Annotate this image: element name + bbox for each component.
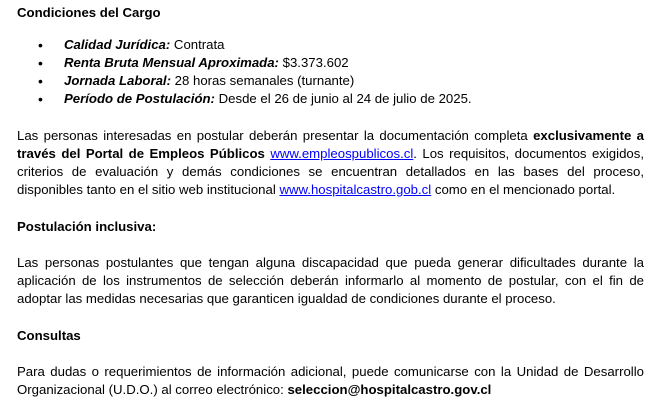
contact-paragraph — [17, 363, 644, 399]
conditions-list — [38, 36, 472, 108]
condition-value: Desde el 26 de junio al 24 de julio de 2025. — [214, 91, 472, 106]
inclusive-paragraph: Las personas postulantes que tengan alguna discapacidad que pueda generar dificultades durante la aplicación de los instrumentos de selección deberán informarlo al momento de postular, con el fin de adoptar las medidas necesarias que garanticen igualdad de condiciones durante el proceso. — [17, 255, 644, 306]
portal-emphasis: exclusivamente a través del Portal de Empleos Públicos — [17, 128, 644, 161]
hospitalcastro-link[interactable]: www.hospitalcastro.gob.cl — [279, 182, 432, 197]
condition-item — [38, 36, 472, 54]
condition-item — [38, 54, 472, 72]
inclusive-heading: Postulación inclusiva: — [17, 219, 157, 234]
empleospublicos-link[interactable]: www.empleospublicos.cl — [270, 146, 414, 161]
condition-item — [38, 72, 472, 90]
contact-heading: Consultas — [17, 328, 81, 343]
contact-email[interactable]: seleccion@hospitalcastro.gov.cl — [287, 382, 492, 397]
condition-value: 28 horas semanales (turnante) — [171, 73, 355, 88]
condition-label: Calidad Jurídica: — [64, 37, 171, 52]
application-text: Las personas interesadas en postular deberán presentar la documentación completa — [17, 128, 534, 143]
condition-label: Jornada Laboral: — [64, 73, 171, 88]
application-text: como en el mencionado portal. — [431, 182, 616, 197]
condition-value: $3.373.602 — [278, 55, 349, 70]
application-paragraph — [17, 127, 644, 199]
application-text: . Los requisitos, documentos exigidos, criterios de evaluación y demás condiciones se encuentran detallados en las bases del proceso, disponibles tanto en el sitio web institucional — [17, 146, 644, 197]
condition-label: Renta Bruta Mensual Aproximada: — [64, 55, 279, 70]
condition-label: Período de Postulación: — [64, 91, 215, 106]
condition-item — [38, 90, 472, 108]
condition-value: Contrata — [170, 37, 225, 52]
contact-text: Para dudas o requerimientos de información adicional, puede comunicarse con la Unidad de Desarrollo Organizacional (U.D.O.) al correo electrónico: — [17, 364, 644, 397]
conditions-heading: Condiciones del Cargo — [17, 5, 161, 20]
